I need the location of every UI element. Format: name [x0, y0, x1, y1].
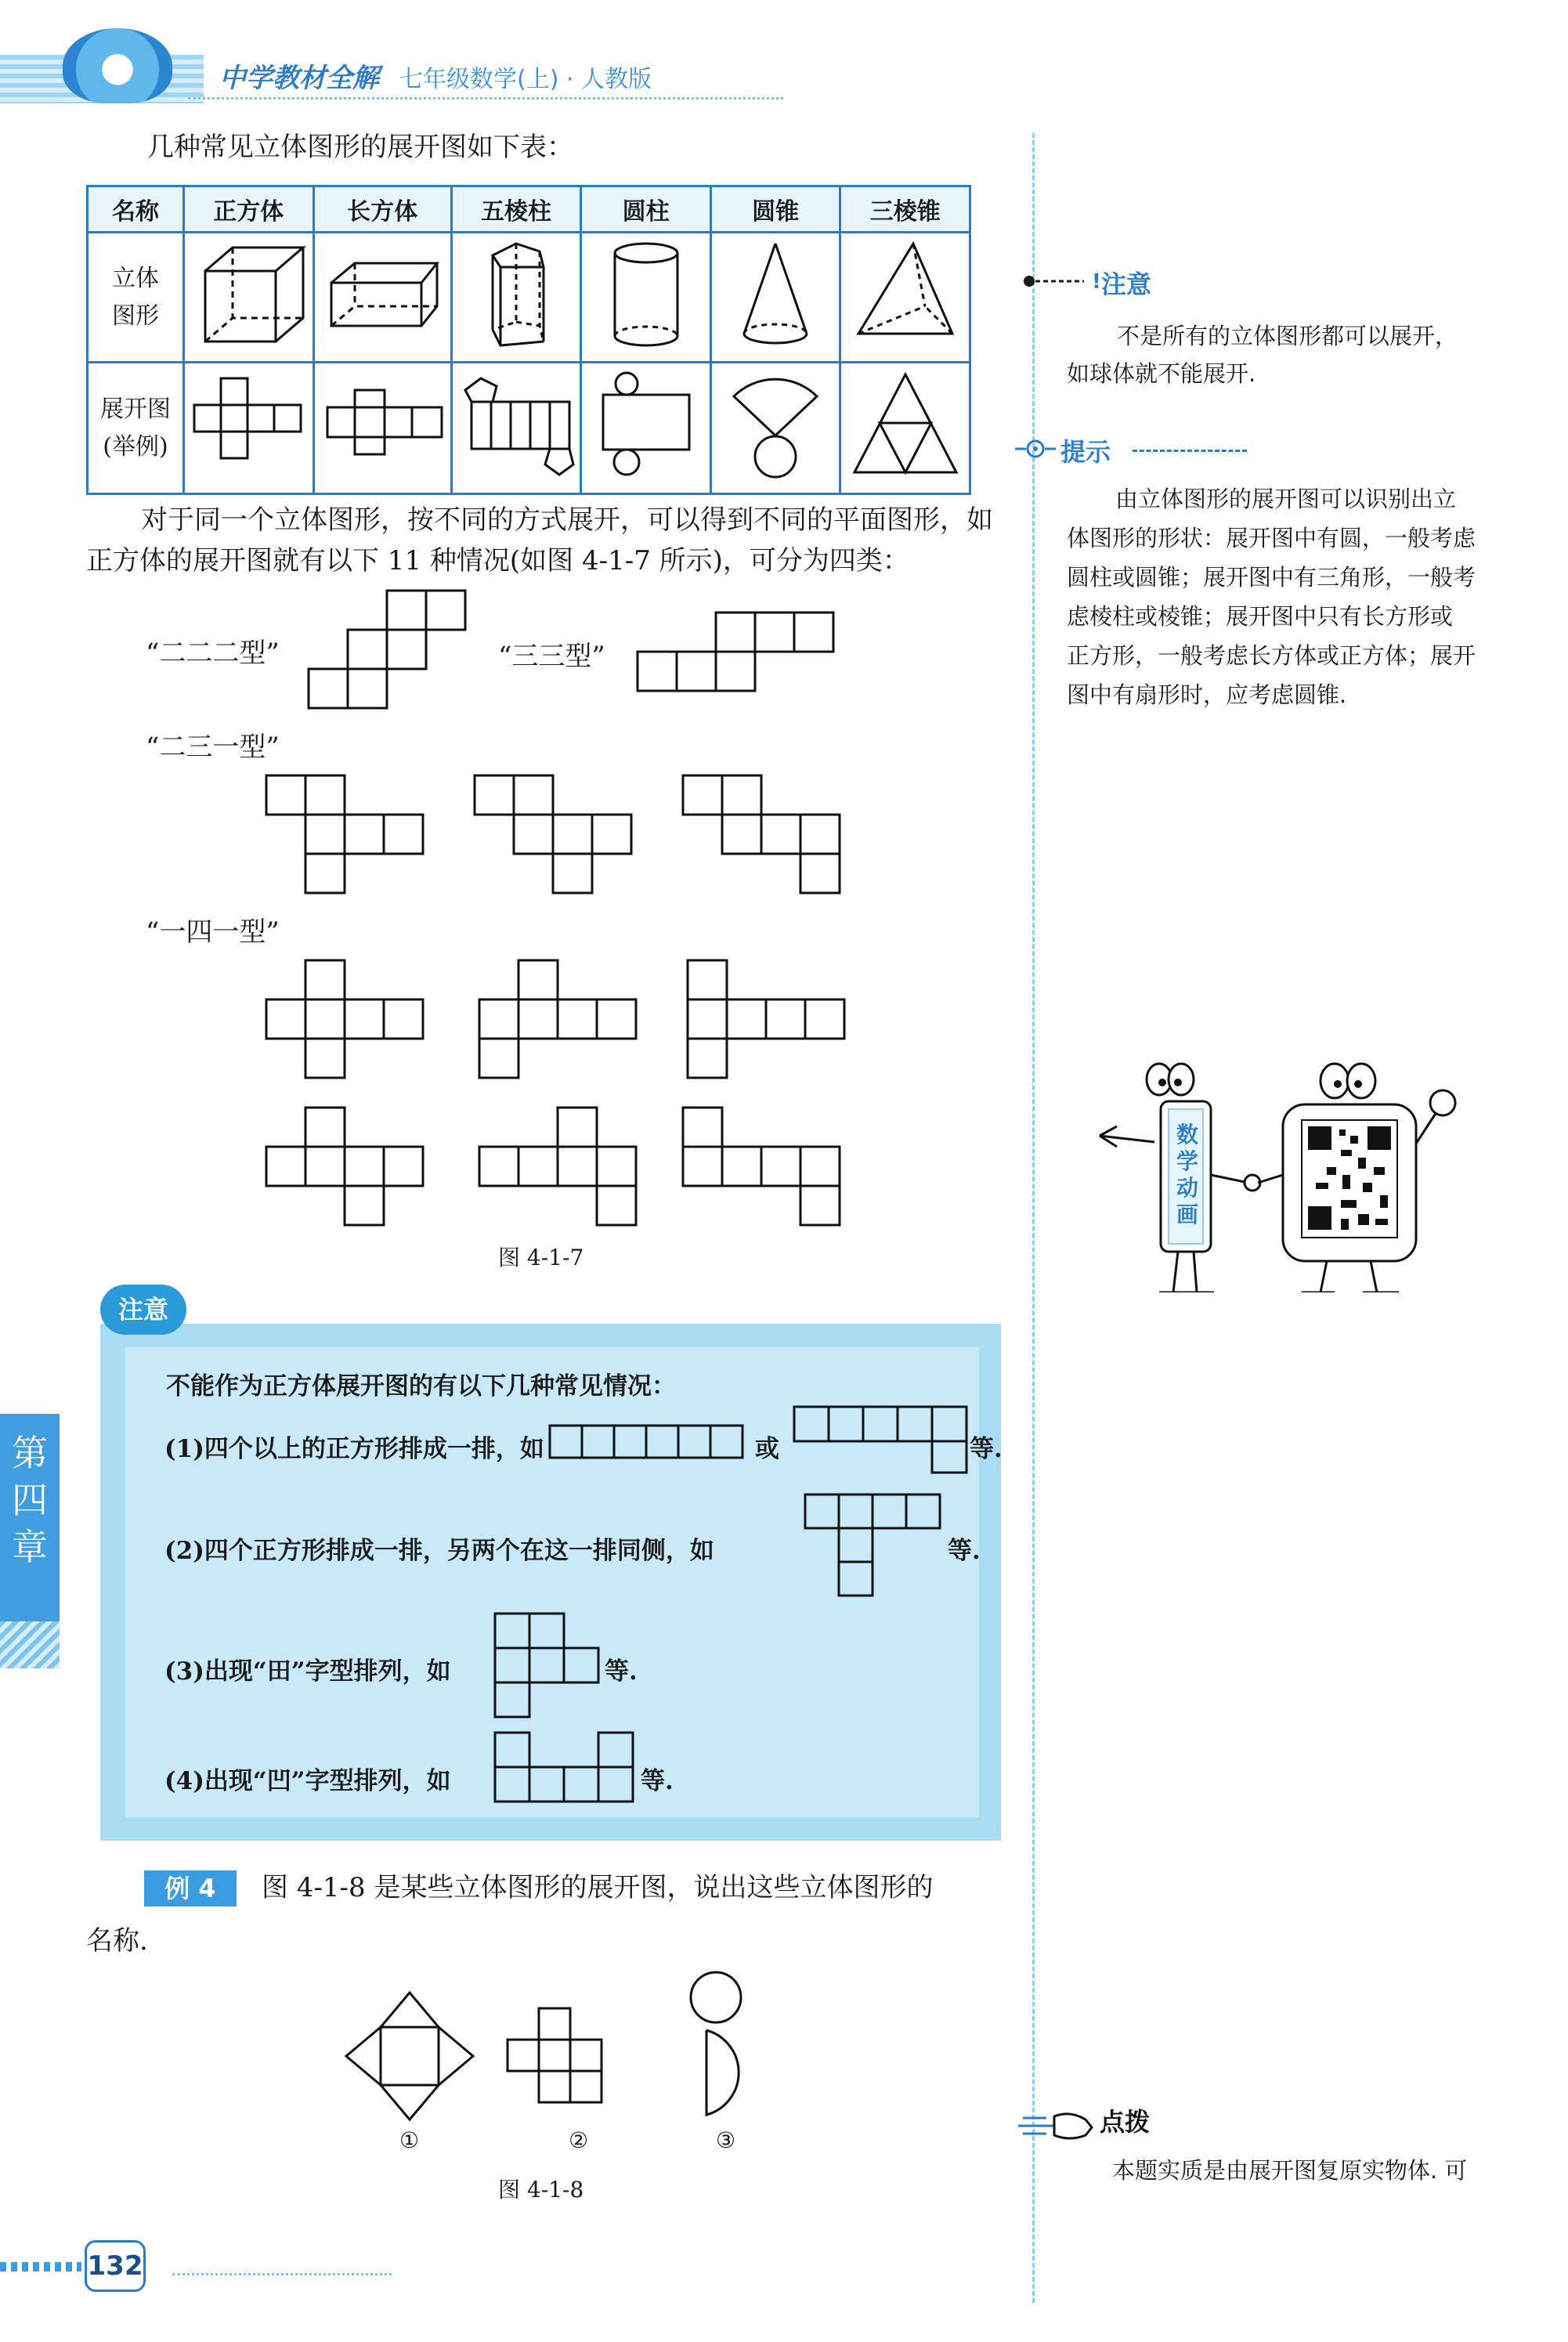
hint-title: 提示	[1060, 437, 1111, 467]
note-ao-shape	[492, 1729, 638, 1805]
series-title: 中学教材全解	[219, 63, 379, 94]
net-141-c	[685, 957, 849, 1082]
hint-rule	[1133, 450, 1247, 452]
table-header: 长方体	[313, 186, 451, 233]
solids-table	[86, 185, 971, 495]
net-141-d	[263, 1104, 428, 1230]
pentagonal-prism-net	[451, 363, 581, 494]
table-header: 名称	[88, 186, 184, 233]
tip-title: 点拨	[1100, 2107, 1151, 2137]
example-badge: 例 4	[144, 1870, 237, 1906]
cuboid-figure	[313, 233, 451, 363]
type-222-label: “二二二型”	[146, 638, 280, 669]
net-cone	[678, 1968, 788, 2124]
net-33	[634, 609, 838, 696]
cube-figure	[184, 233, 314, 363]
hint-line-4: 虑棱柱或棱锥；展开图中只有长方形或	[1067, 603, 1454, 630]
triangular-pyramid-figure	[840, 233, 970, 363]
hint-marker-icon	[1013, 437, 1057, 461]
svg-text:!: !	[1092, 271, 1101, 291]
note-case-1-end: 等.	[970, 1435, 1003, 1463]
mascot-illustration	[1092, 1057, 1468, 1292]
intro-text: 几种常见立体图形的展开图如下表：	[147, 132, 573, 163]
attention-title: 注意	[1101, 269, 1152, 299]
net-231-b	[471, 772, 636, 898]
net-rectangular-prism	[501, 2005, 634, 2115]
row-label-net: 展开图 (举例)	[88, 363, 184, 494]
footer-dots	[0, 2262, 81, 2272]
note-case-4: (4)出现“凹”字型排列，如	[164, 1767, 451, 1795]
net-222	[305, 587, 470, 713]
tip-text: 本题实质是由展开图复原实物体. 可	[1112, 2157, 1468, 2184]
page-number: 132	[85, 2240, 146, 2292]
net-141-e	[476, 1104, 641, 1230]
note-row-four-two-same-side	[802, 1491, 943, 1601]
hint-line-3: 圆柱或圆锥；展开图中有三角形，一般考	[1067, 564, 1476, 591]
note-intro: 不能作为正方体展开图的有以下几种常见情况：	[166, 1372, 676, 1401]
chapter-tab-stripe	[0, 1621, 60, 1668]
type-141-label: “一四一型”	[146, 916, 280, 948]
net-141-b	[476, 957, 641, 1082]
net-231-a	[263, 772, 428, 898]
example-label-2: ②	[569, 2127, 589, 2153]
cylinder-figure	[581, 233, 711, 363]
cone-figure	[710, 233, 840, 363]
type-33-label: “三三型”	[498, 641, 605, 672]
triangular-pyramid-net	[840, 363, 970, 494]
note-badge: 注意	[100, 1285, 186, 1335]
row-label-solid: 立体 图形	[88, 233, 184, 363]
net-231-c	[680, 772, 844, 898]
note-case-3-end: 等.	[605, 1657, 638, 1686]
footer-rule	[172, 2273, 392, 2275]
table-header: 五棱柱	[451, 186, 581, 233]
type-231-label: “二三一型”	[146, 732, 280, 763]
table-header: 圆柱	[581, 186, 711, 233]
header-divider	[188, 97, 783, 99]
note-tian-shape	[492, 1610, 602, 1720]
note-case-4-end: 等.	[641, 1767, 674, 1795]
pentagonal-prism-figure	[451, 233, 581, 363]
mascot-label: 数 学 动 画	[1176, 1122, 1199, 1227]
net-square-pyramid	[343, 1990, 476, 2123]
figure-caption-4-1-7: 图 4-1-7	[498, 1245, 584, 1270]
attention-marker-icon	[1021, 271, 1107, 291]
attention-line-1: 不是所有的立体图形都可以展开，	[1117, 323, 1458, 349]
table-header: 正方体	[184, 186, 314, 233]
example-label-3: ③	[716, 2127, 736, 2153]
note-case-1-or: 或	[755, 1435, 779, 1463]
net-141-a	[263, 957, 428, 1082]
note-case-2: (2)四个正方形排成一排，另两个在这一排同侧，如	[164, 1537, 714, 1565]
figure-caption-4-1-8: 图 4-1-8	[498, 2177, 584, 2203]
chapter-tab: 第 四 章	[0, 1414, 60, 1621]
pointing-hand-icon	[1015, 2104, 1097, 2148]
note-case-1: (1)四个以上的正方形排成一排，如	[164, 1435, 544, 1463]
cylinder-net	[581, 363, 711, 494]
cube-net	[184, 363, 314, 494]
example-text-2: 名称.	[86, 1925, 148, 1957]
note-row-six	[547, 1422, 747, 1462]
note-case-2-end: 等.	[948, 1537, 981, 1565]
hint-line-1: 由立体图形的展开图可以识别出立	[1115, 486, 1457, 512]
note-row-five-plus	[791, 1404, 971, 1476]
cone-net	[710, 363, 840, 494]
net-141-f	[680, 1104, 844, 1230]
hint-line-6: 图中有扇形时，应考虑圆锥.	[1067, 681, 1347, 708]
attention-line-2: 如球体就不能展开.	[1067, 360, 1256, 387]
note-case-3: (3)出现“田”字型排列，如	[164, 1657, 451, 1686]
example-text: 图 4-1-8 是某些立体图形的展开图，说出这些立体图形的	[262, 1872, 934, 1903]
table-header: 圆锥	[710, 186, 840, 233]
header-subtitle: 七年级数学(上) · 人教版	[399, 66, 652, 93]
table-header: 三棱锥	[840, 186, 970, 233]
nets-paragraph: 对于同一个立体图形，按不同的方式展开，可以得到不同的平面图形，如正方体的展开图就有以下 11 种情况(如图 4-1-7 所示)，可分为四类：	[86, 504, 993, 576]
example-label-1: ①	[399, 2127, 420, 2153]
hint-line-2: 体图形的形状：展开图中有圆，一般考虑	[1067, 525, 1476, 551]
hint-line-5: 正方形，一般考虑长方体或正方体；展开	[1067, 642, 1476, 669]
book-logo-icon	[63, 28, 172, 103]
cuboid-net	[313, 363, 451, 494]
